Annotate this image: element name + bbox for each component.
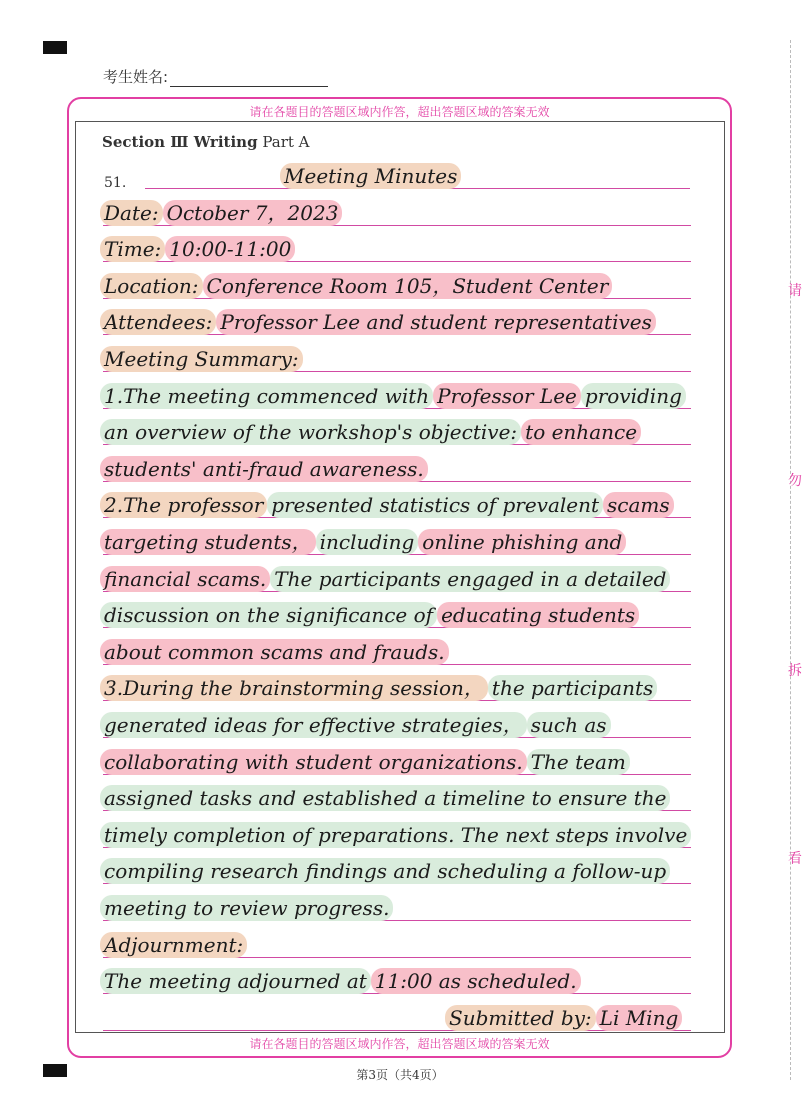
highlighted-phrase: Adjournment: xyxy=(100,932,247,958)
highlighted-phrase: The team xyxy=(527,749,630,775)
answer-line xyxy=(100,566,670,596)
highlighted-phrase: educating students xyxy=(437,602,639,628)
section-title-bold: Section Ⅲ Writing xyxy=(102,133,258,151)
highlighted-phrase: 2.The professor xyxy=(100,492,267,518)
answer-line xyxy=(100,236,295,266)
highlighted-phrase: assigned tasks and established a timeline to ensure the xyxy=(100,785,670,811)
answer-line xyxy=(100,346,303,376)
highlighted-phrase: Professor Lee xyxy=(433,383,581,409)
highlighted-phrase: Professor Lee and student representatives xyxy=(216,309,656,335)
margin-char: 请 xyxy=(788,283,802,299)
answer-line xyxy=(100,309,656,339)
highlighted-phrase: scams xyxy=(603,492,674,518)
answer-line xyxy=(100,749,630,779)
highlighted-phrase: students' anti-fraud awareness. xyxy=(100,456,428,482)
margin-char: 勿 xyxy=(788,473,802,489)
highlighted-phrase: timely completion of preparations. The next steps involve xyxy=(100,822,691,848)
page-footer: 第3页（共4页） xyxy=(356,1068,444,1082)
highlighted-phrase: The meeting adjourned at xyxy=(100,968,371,994)
section-title-part: Part A xyxy=(257,133,310,151)
highlighted-phrase: Attendees: xyxy=(100,309,216,335)
warning-bottom: 请在各题目的答题区域内作答，超出答题区域的答案无效 xyxy=(249,1037,550,1051)
highlighted-phrase: providing xyxy=(581,383,686,409)
highlighted-phrase: generated ideas for effective strategies， xyxy=(100,712,527,738)
highlighted-phrase: Date: xyxy=(100,200,163,226)
highlighted-phrase: to enhance xyxy=(521,419,641,445)
highlighted-phrase: 10:00-11:00 xyxy=(165,236,295,262)
answer-line xyxy=(100,675,657,705)
highlighted-phrase: financial scams. xyxy=(100,566,270,592)
highlighted-phrase: discussion on the significance of xyxy=(100,602,437,628)
highlighted-phrase: 11:00 as scheduled. xyxy=(371,968,581,994)
highlighted-phrase: such as xyxy=(527,712,611,738)
highlighted-phrase: meeting to review progress. xyxy=(100,895,393,921)
highlighted-phrase: Location: xyxy=(100,273,203,299)
answer-line xyxy=(100,968,581,998)
answer-line xyxy=(100,712,611,742)
highlighted-phrase: Time: xyxy=(100,236,165,262)
highlighted-phrase: Submitted by: xyxy=(445,1005,596,1031)
highlighted-phrase: the participants xyxy=(488,675,657,701)
candidate-name-label: 考生姓名: xyxy=(103,68,169,86)
answer-line xyxy=(100,529,626,559)
answer-line xyxy=(100,858,670,888)
highlighted-phrase: Meeting Minutes xyxy=(280,163,461,189)
highlighted-phrase: presented statistics of prevalent xyxy=(267,492,603,518)
candidate-name-row xyxy=(103,66,328,87)
highlighted-phrase: Meeting Summary: xyxy=(100,346,303,372)
margin-char: 拆 xyxy=(788,663,802,679)
highlighted-phrase: October 7，2023 xyxy=(163,200,343,226)
highlighted-phrase: Li Ming xyxy=(596,1005,683,1031)
highlighted-phrase: about common scams and frauds. xyxy=(100,639,449,665)
answer-line xyxy=(100,639,449,669)
highlighted-phrase: compiling research findings and scheduling a follow-up xyxy=(100,858,670,884)
answer-line xyxy=(100,456,428,486)
answer-line xyxy=(100,785,670,815)
page-right-edge xyxy=(790,40,791,1080)
highlighted-phrase: collaborating with student organizations. xyxy=(100,749,527,775)
answer-line xyxy=(100,822,691,852)
question-number: 51. xyxy=(104,175,127,191)
answer-line xyxy=(280,163,461,193)
highlighted-phrase: The participants engaged in a detailed xyxy=(270,566,670,592)
highlighted-phrase: online phishing and xyxy=(418,529,626,555)
answer-line xyxy=(100,273,612,303)
highlighted-phrase: targeting students， xyxy=(100,529,316,555)
highlighted-phrase: including xyxy=(316,529,419,555)
answer-line xyxy=(445,1005,682,1035)
answer-line xyxy=(100,419,641,449)
answer-line xyxy=(100,602,639,632)
warning-top: 请在各题目的答题区域内作答，超出答题区域的答案无效 xyxy=(249,105,550,119)
highlighted-phrase: 1.The meeting commenced with xyxy=(100,383,433,409)
answer-line xyxy=(100,932,247,962)
section-title xyxy=(102,133,310,151)
corner-registration-mark-top xyxy=(43,41,67,54)
candidate-name-blank[interactable] xyxy=(170,71,328,87)
answer-line xyxy=(100,383,686,413)
highlighted-phrase: 3.During the brainstorming session， xyxy=(100,675,488,701)
answer-line xyxy=(100,895,393,925)
highlighted-phrase: an overview of the workshop's objective: xyxy=(100,419,521,445)
highlighted-phrase: Conference Room 105，Student Center xyxy=(203,273,613,299)
answer-line xyxy=(100,200,342,230)
answer-line xyxy=(100,492,674,522)
margin-char: 看 xyxy=(788,851,802,867)
